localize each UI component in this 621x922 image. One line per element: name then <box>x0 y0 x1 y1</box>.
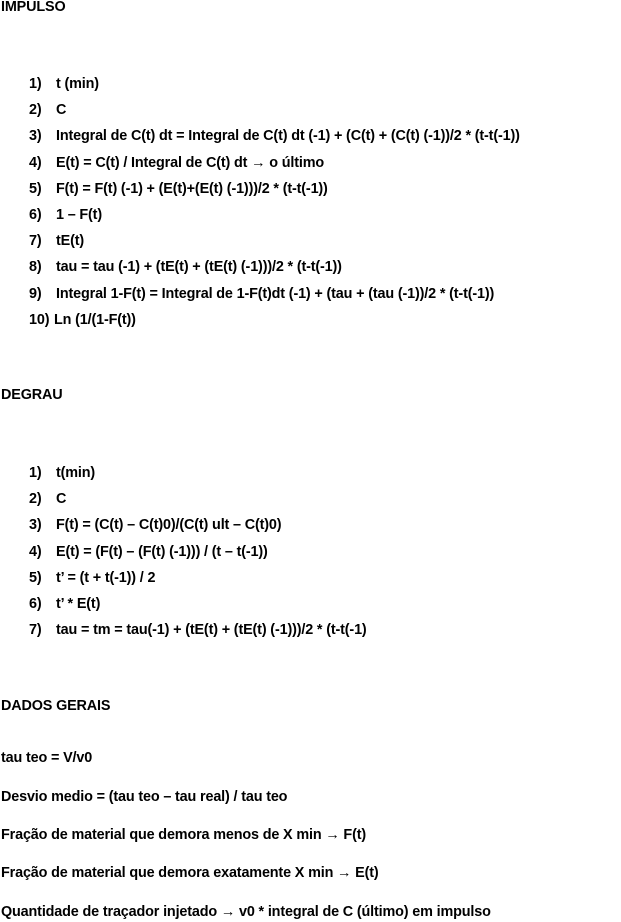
list-item <box>29 228 520 254</box>
item-number: 5) <box>29 569 42 586</box>
item-text: tau = tau (-1) + (tE(t) + (tE(t) (-1)))/2 * (t-t(-1)) <box>56 259 342 276</box>
degrau-steps-list <box>29 460 367 643</box>
item-number: 9) <box>29 285 42 302</box>
item-text: C <box>56 102 67 119</box>
list-item <box>29 617 367 643</box>
paragraph-tau-teo: tau teo = V/v0 <box>1 750 93 766</box>
item-number: 8) <box>29 259 42 276</box>
list-item <box>29 254 520 280</box>
item-text: 1 – F(t) <box>56 206 102 223</box>
item-text: t’ = (t + t(-1)) / 2 <box>56 569 156 586</box>
list-item <box>29 123 520 149</box>
item-text: t(min) <box>56 465 96 481</box>
item-text: Integral 1-F(t) = Integral de 1-F(t)dt (-1) + (tau + (tau (-1))/2 * (t-t(-1)) <box>56 285 495 302</box>
item-number: 6) <box>29 595 42 612</box>
list-item <box>29 97 520 123</box>
item-number: 1) <box>29 76 42 92</box>
item-number: 4) <box>29 154 42 171</box>
item-number: 4) <box>29 543 42 560</box>
list-item <box>29 71 520 97</box>
paragraph-fracao-menos: Fração de material que demora menos de X min → F(t) <box>1 827 366 843</box>
list-item <box>29 591 367 617</box>
item-text: F(t) = (C(t) – C(t)0)/(C(t) ult – C(t)0) <box>56 517 282 534</box>
list-item <box>29 512 367 538</box>
item-text: Ln (1/(1-F(t)) <box>54 311 136 328</box>
item-number: 3) <box>29 517 42 534</box>
list-item <box>29 150 520 176</box>
item-number: 7) <box>29 233 42 250</box>
list-item <box>29 565 367 591</box>
item-text: E(t) = (F(t) – (F(t) (-1))) / (t – t(-1)) <box>56 543 268 560</box>
item-number: 7) <box>29 622 42 639</box>
section-title-dados-gerais: DADOS GERAIS <box>1 698 111 714</box>
list-item <box>29 176 520 202</box>
impulso-steps-list <box>29 71 520 333</box>
section-title-degrau: DEGRAU <box>1 387 63 403</box>
item-number: 5) <box>29 180 42 197</box>
item-text: t (min) <box>56 76 99 92</box>
item-text: C <box>56 491 67 508</box>
item-text: tE(t) <box>56 233 85 250</box>
list-item <box>29 460 367 486</box>
item-text: t’ * E(t) <box>56 595 101 612</box>
paragraph-desvio-medio: Desvio medio = (tau teo – tau real) / tau teo <box>1 789 288 805</box>
item-text: F(t) = F(t) (-1) + (E(t)+(E(t) (-1)))/2 * (t-t(-1)) <box>56 180 328 197</box>
item-number: 6) <box>29 206 42 223</box>
item-number: 3) <box>29 128 42 145</box>
item-text: tau = tm = tau(-1) + (tE(t) + (tE(t) (-1)))/2 * (t-t(-1) <box>56 622 367 639</box>
list-item <box>29 281 520 307</box>
item-number: 1) <box>29 465 42 481</box>
list-item <box>29 202 520 228</box>
item-number: 2) <box>29 102 42 119</box>
list-item <box>29 307 520 333</box>
list-item <box>29 486 367 512</box>
list-item <box>29 539 367 565</box>
paragraph-fracao-exatamente: Fração de material que demora exatamente X min → E(t) <box>1 865 379 881</box>
item-text: Integral de C(t) dt = Integral de C(t) dt (-1) + (C(t) + (C(t) (-1))/2 * (t-t(-1)) <box>56 128 520 145</box>
paragraph-quantidade-tracador: Quantidade de traçador injetado → v0 * integral de C (último) em impulso <box>1 904 491 920</box>
item-number: 10) <box>29 311 50 328</box>
item-number: 2) <box>29 491 42 508</box>
section-title-impulso: IMPULSO <box>1 0 66 15</box>
item-text: E(t) = C(t) / Integral de C(t) dt → o último <box>56 154 324 171</box>
